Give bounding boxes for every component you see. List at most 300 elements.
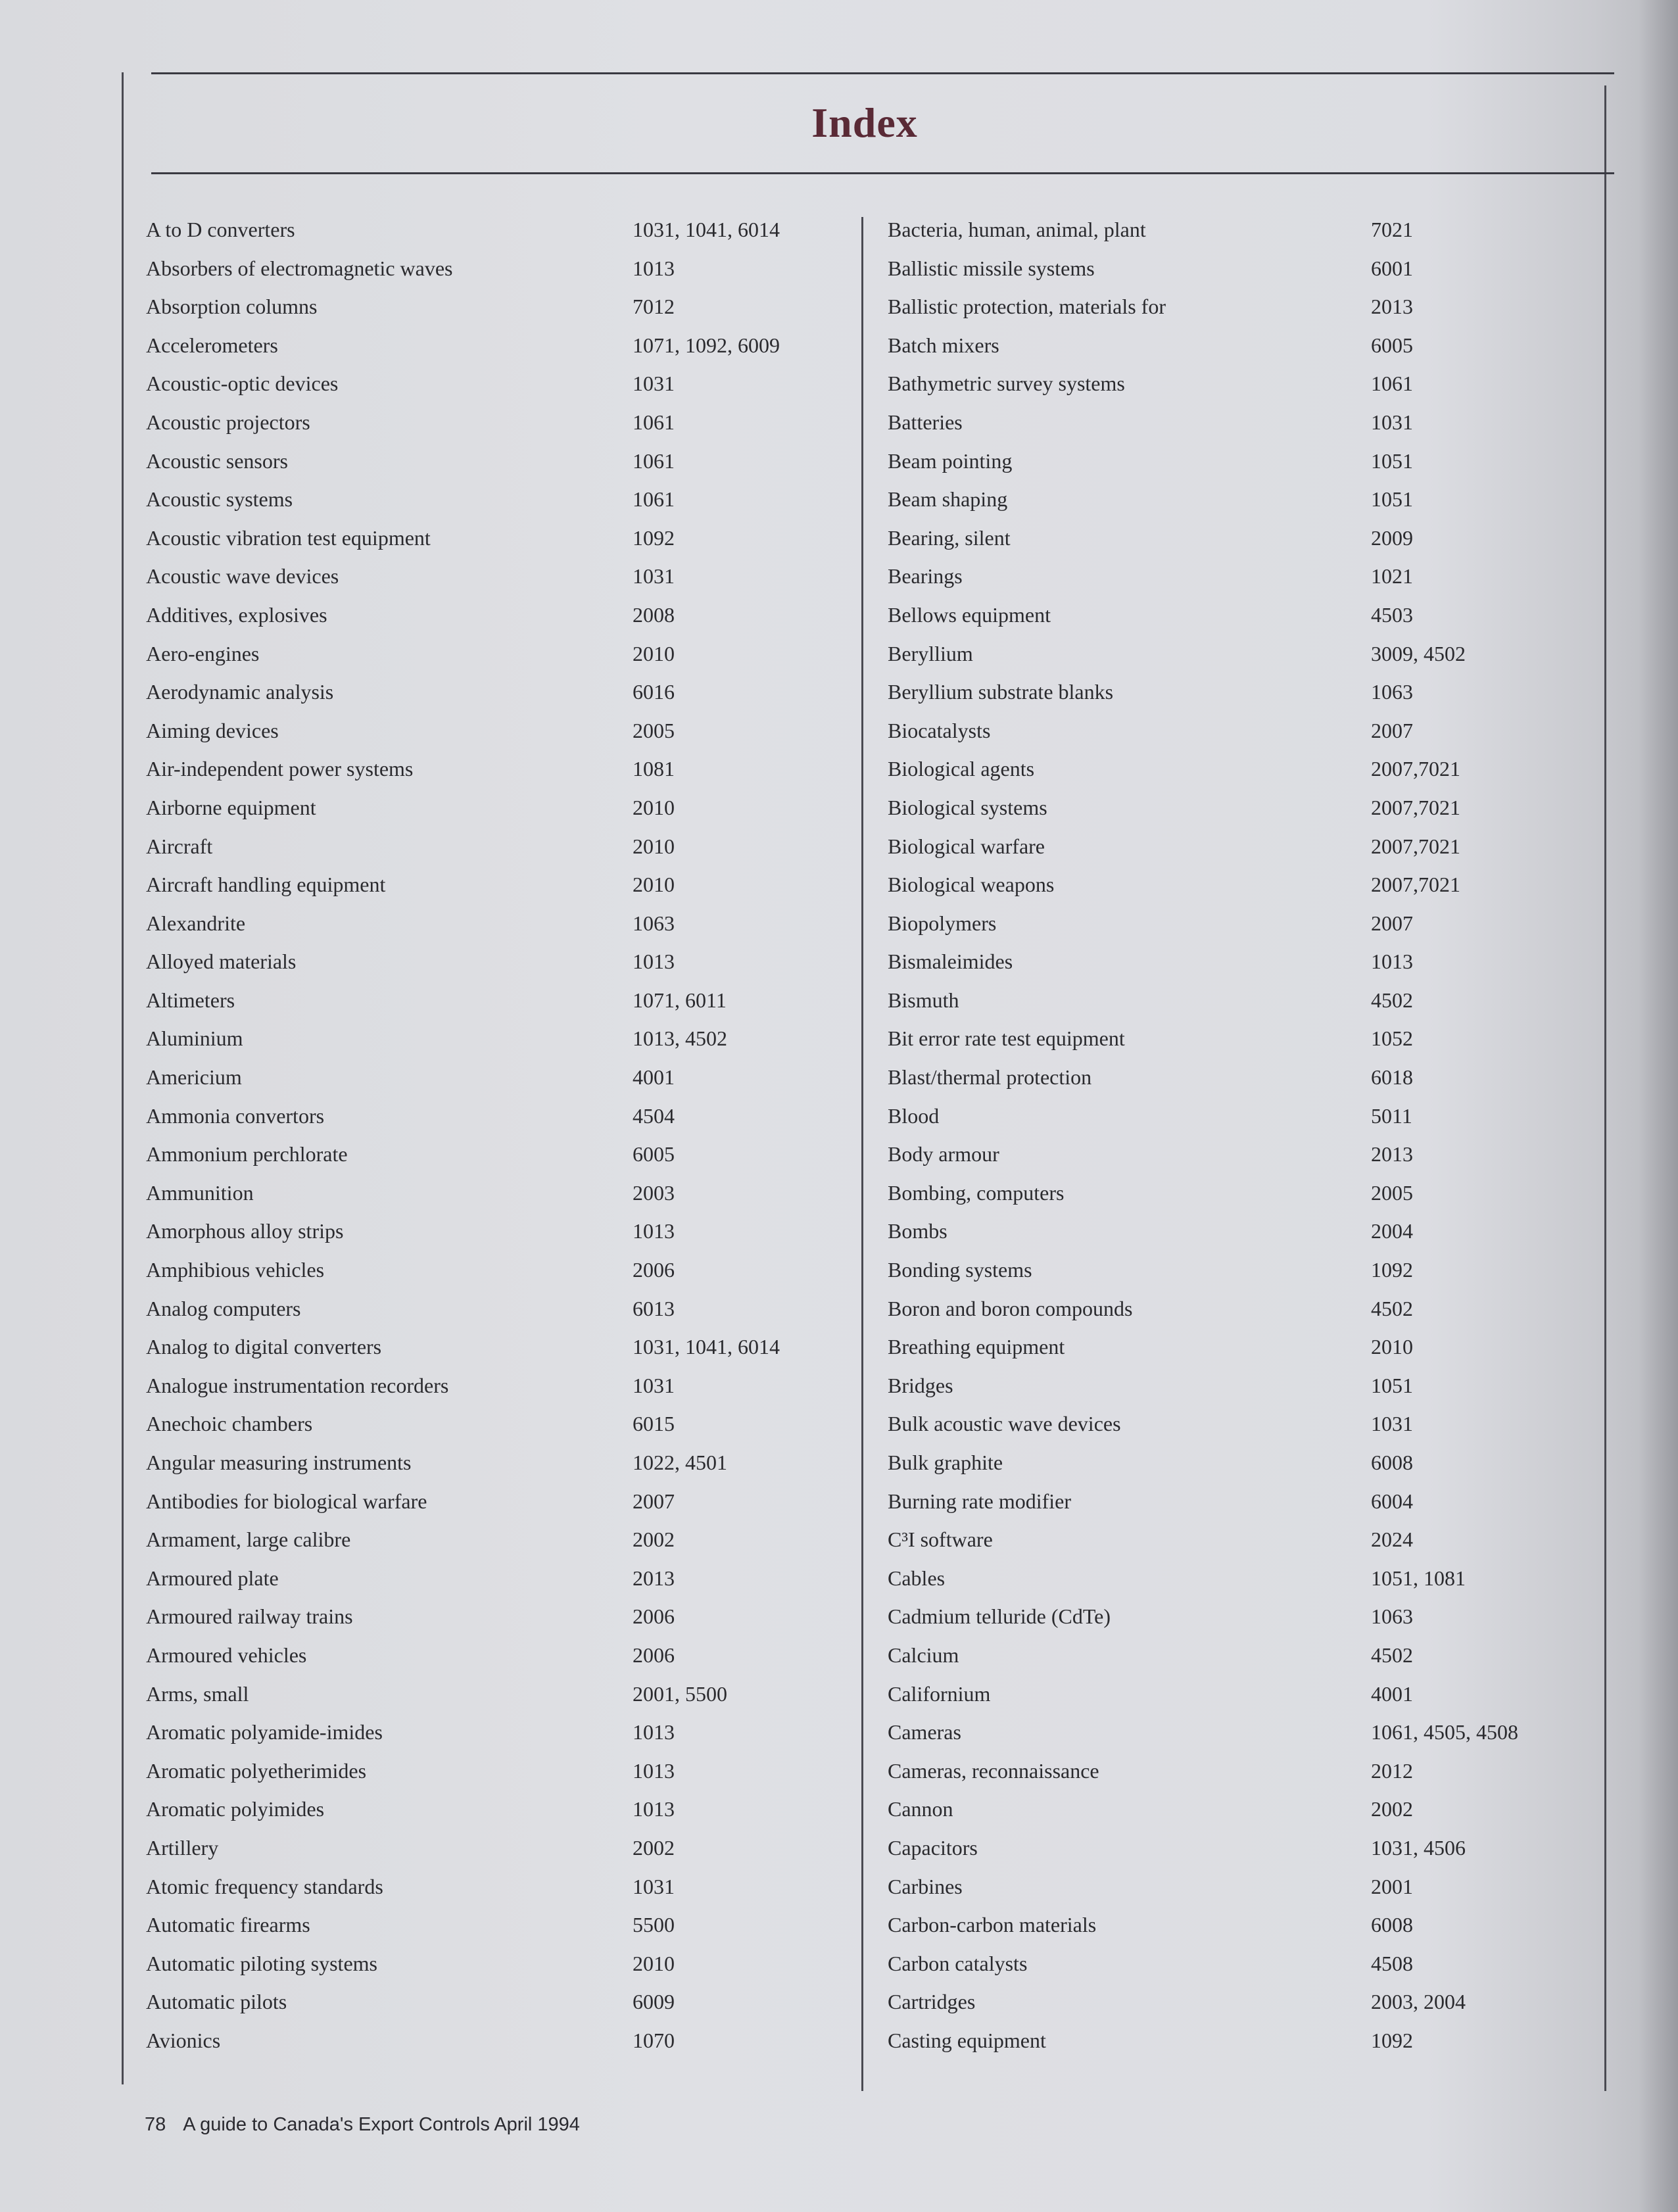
index-term: Bearing, silent [888, 525, 1011, 550]
index-reference-numbers: 1052 [1371, 1026, 1413, 1051]
index-reference-numbers: 2010 [633, 873, 675, 897]
index-entry [146, 216, 836, 254]
index-term: Californium [888, 1681, 991, 1706]
index-term: Anechoic chambers [146, 1412, 313, 1436]
index-term: Bonding systems [888, 1258, 1032, 1282]
index-entry [146, 909, 836, 948]
index-entry [888, 447, 1578, 486]
index-term: Beryllium [888, 641, 973, 665]
index-reference-numbers: 1031 [1371, 1412, 1413, 1436]
index-entry [146, 1602, 836, 1641]
index-term: Alloyed materials [146, 950, 297, 974]
index-term: Acoustic sensors [146, 448, 288, 473]
index-term: Bacteria, human, animal, plant [888, 218, 1146, 241]
index-entry [888, 1179, 1578, 1218]
page-footer [145, 2114, 580, 2136]
index-term: Blood [888, 1103, 940, 1128]
index-entry [146, 1911, 836, 1950]
index-term: Aircraft handling equipment [146, 873, 386, 897]
index-term: Casting equipment [888, 2028, 1046, 2052]
index-entry [146, 370, 836, 408]
index-reference-numbers: 2007,7021 [1371, 757, 1460, 781]
index-term: Armoured railway trains [146, 1604, 353, 1629]
index-term: Beam pointing [888, 448, 1013, 473]
index-reference-numbers: 2002 [633, 1527, 675, 1552]
index-entry [146, 755, 836, 794]
index-entry [888, 1873, 1578, 1911]
index-entry [888, 1256, 1578, 1295]
index-term: Altimeters [146, 988, 235, 1012]
index-reference-numbers: 2004 [1371, 1219, 1413, 1243]
index-term: Cartridges [888, 1990, 976, 2014]
index-entry [888, 1911, 1578, 1950]
index-reference-numbers: 1013 [633, 1720, 675, 1744]
index-entry [146, 640, 836, 679]
index-reference-numbers: 1071, 6011 [633, 988, 727, 1012]
index-entry [888, 832, 1578, 871]
index-reference-numbers: 2024 [1371, 1527, 1413, 1552]
index-term: Bismuth [888, 988, 959, 1012]
index-term: Analog to digital converters [146, 1335, 382, 1359]
index-entry [146, 1217, 836, 1256]
index-entry [888, 1487, 1578, 1526]
index-entry [146, 1449, 836, 1487]
index-term: Cables [888, 1566, 946, 1590]
index-entry [146, 871, 836, 909]
index-term: C³I software [888, 1527, 993, 1552]
index-term: Ammonia convertors [146, 1103, 325, 1128]
index-entry [146, 254, 836, 293]
index-entry [888, 408, 1578, 447]
index-term: Aero-engines [146, 641, 260, 665]
index-reference-numbers: 1071, 1092, 6009 [633, 333, 780, 357]
index-entry [888, 871, 1578, 909]
index-reference-numbers: 4502 [1371, 1296, 1413, 1320]
index-entry [888, 370, 1578, 408]
index-entry [146, 1372, 836, 1410]
index-term: Automatic piloting systems [146, 1951, 377, 1975]
index-term: Avionics [146, 2028, 221, 2052]
index-reference-numbers: 2005 [633, 718, 675, 742]
index-term: Bellows equipment [888, 602, 1051, 627]
index-entry [146, 408, 836, 447]
index-entry [146, 794, 836, 832]
index-reference-numbers: 6016 [633, 680, 675, 704]
index-term: Bridges [888, 1373, 953, 1397]
index-term: Angular measuring instruments [146, 1451, 412, 1474]
index-reference-numbers: 6001 [1371, 256, 1413, 280]
index-reference-numbers: 1092 [1371, 1258, 1413, 1282]
index-column-right [888, 216, 1578, 2065]
index-entry [146, 1795, 836, 1834]
index-entry [888, 1410, 1578, 1449]
index-term: Bombs [888, 1219, 947, 1243]
index-term: Acoustic projectors [146, 410, 310, 434]
right-margin-rule [1604, 85, 1606, 2091]
index-term: Americium [146, 1065, 242, 1090]
index-reference-numbers: 4502 [1371, 988, 1413, 1012]
index-column-left [146, 216, 836, 2065]
index-term: Aerodynamic analysis [146, 680, 334, 704]
index-entry [146, 1102, 836, 1141]
index-term: Biopolymers [888, 911, 997, 935]
index-entry [146, 1140, 836, 1179]
index-reference-numbers: 2007,7021 [1371, 873, 1460, 897]
index-entry [146, 1988, 836, 2027]
left-margin-rule [122, 72, 124, 2084]
index-term: Acoustic systems [146, 487, 293, 512]
index-term: Acoustic-optic devices [146, 372, 339, 396]
index-term: Bulk graphite [888, 1451, 1003, 1474]
index-reference-numbers: 2007,7021 [1371, 834, 1460, 858]
index-term: Carbines [888, 1874, 963, 1898]
index-entry [146, 1295, 836, 1334]
index-term: Atomic frequency standards [146, 1874, 383, 1898]
index-reference-numbers: 1061 [633, 448, 675, 473]
index-term: Analog computers [146, 1296, 301, 1320]
index-entry [888, 2027, 1578, 2065]
index-term: Ammunition [146, 1180, 254, 1205]
index-reference-numbers: 1013 [633, 950, 675, 974]
index-reference-numbers: 1013 [633, 1219, 675, 1243]
index-entry [888, 794, 1578, 832]
index-reference-numbers: 1092 [633, 525, 675, 550]
index-reference-numbers: 2010 [633, 834, 675, 858]
index-entry [146, 562, 836, 601]
index-reference-numbers: 7012 [633, 295, 675, 319]
index-reference-numbers: 1061 [633, 487, 675, 512]
index-entry [888, 1718, 1578, 1757]
index-entry [146, 447, 836, 486]
index-reference-numbers: 2007 [1371, 911, 1413, 935]
index-entry [888, 948, 1578, 986]
index-entry [888, 293, 1578, 331]
index-term: Acoustic wave devices [146, 564, 339, 589]
index-reference-numbers: 1013 [633, 1797, 675, 1821]
page-number: 78 [145, 2114, 166, 2135]
index-term: Aircraft [146, 834, 213, 858]
index-entry [888, 601, 1578, 640]
index-reference-numbers: 6018 [1371, 1065, 1413, 1090]
index-reference-numbers: 1031 [633, 1373, 675, 1397]
index-reference-numbers: 4504 [633, 1103, 675, 1128]
index-term: Body armour [888, 1142, 999, 1166]
index-term: Capacitors [888, 1835, 978, 1860]
index-reference-numbers: 1013 [1371, 950, 1413, 974]
index-reference-numbers: 2013 [1371, 1142, 1413, 1166]
index-reference-numbers: 2012 [1371, 1758, 1413, 1783]
index-reference-numbers: 1022, 4501 [633, 1451, 727, 1474]
index-term: Antibodies for biological warfare [146, 1489, 427, 1513]
index-entry [888, 1834, 1578, 1873]
index-term: Accelerometers [146, 333, 278, 357]
index-term: Armoured vehicles [146, 1643, 307, 1667]
index-term: Amorphous alloy strips [146, 1219, 344, 1243]
index-entry [146, 331, 836, 370]
index-reference-numbers: 6004 [1371, 1489, 1413, 1513]
index-entry [146, 832, 836, 871]
index-reference-numbers: 1013, 4502 [633, 1026, 727, 1051]
index-term: Alexandrite [146, 911, 246, 935]
index-entry [146, 1950, 836, 1988]
index-entry [888, 254, 1578, 293]
index-entry [888, 1063, 1578, 1102]
index-term: Biological systems [888, 795, 1047, 819]
index-term: A to D converters [146, 218, 295, 241]
index-term: Aiming devices [146, 718, 279, 742]
index-reference-numbers: 2001 [1371, 1874, 1413, 1898]
index-reference-numbers: 6008 [1371, 1913, 1413, 1937]
index-term: Airborne equipment [146, 795, 316, 819]
index-reference-numbers: 1051 [1371, 487, 1413, 512]
index-reference-numbers: 4001 [1371, 1681, 1413, 1706]
index-term: Bathymetric survey systems [888, 372, 1125, 396]
index-reference-numbers: 2010 [633, 795, 675, 819]
index-reference-numbers: 2010 [1371, 1335, 1413, 1359]
index-reference-numbers: 1013 [633, 1758, 675, 1783]
index-entry [888, 1102, 1578, 1141]
index-reference-numbers: 2006 [633, 1643, 675, 1667]
index-term: Carbon-carbon materials [888, 1913, 1097, 1937]
index-entry [146, 948, 836, 986]
index-entry [146, 1718, 836, 1757]
index-reference-numbers: 1063 [633, 911, 675, 935]
index-reference-numbers: 2002 [1371, 1797, 1413, 1821]
index-term: Batch mixers [888, 333, 999, 357]
index-entry [888, 1526, 1578, 1564]
index-entry [888, 485, 1578, 524]
index-reference-numbers: 2007 [633, 1489, 675, 1513]
index-term: Cadmium telluride (CdTe) [888, 1604, 1111, 1629]
index-reference-numbers: 2009 [1371, 525, 1413, 550]
index-entry [146, 1757, 836, 1796]
index-reference-numbers: 1031 [1371, 410, 1413, 434]
index-term: Bismaleimides [888, 950, 1013, 974]
index-reference-numbers: 1031, 1041, 6014 [633, 218, 780, 241]
index-reference-numbers: 2007,7021 [1371, 795, 1460, 819]
index-reference-numbers: 2006 [633, 1604, 675, 1629]
index-entry [888, 1449, 1578, 1487]
index-entry [888, 562, 1578, 601]
index-reference-numbers: 2013 [1371, 295, 1413, 319]
index-reference-numbers: 2010 [633, 1951, 675, 1975]
index-reference-numbers: 2010 [633, 641, 675, 665]
index-reference-numbers: 2001, 5500 [633, 1681, 727, 1706]
title-bottom-rule [151, 172, 1614, 174]
index-reference-numbers: 1061, 4505, 4508 [1371, 1720, 1518, 1744]
index-term: Carbon catalysts [888, 1951, 1028, 1975]
index-reference-numbers: 5011 [1371, 1103, 1412, 1128]
index-entry [146, 1487, 836, 1526]
index-entry [146, 601, 836, 640]
index-reference-numbers: 1081 [633, 757, 675, 781]
index-entry [888, 1372, 1578, 1410]
index-reference-numbers: 1031, 1041, 6014 [633, 1335, 780, 1359]
index-reference-numbers: 1070 [633, 2028, 675, 2052]
index-term: Cameras [888, 1720, 961, 1744]
index-term: Bulk acoustic wave devices [888, 1412, 1121, 1436]
index-term: Armament, large calibre [146, 1527, 351, 1552]
index-reference-numbers: 6008 [1371, 1451, 1413, 1474]
index-entry [146, 1564, 836, 1603]
index-reference-numbers: 1061 [633, 410, 675, 434]
index-reference-numbers: 1051, 1081 [1371, 1566, 1466, 1590]
index-entry [888, 524, 1578, 563]
title-top-rule [151, 72, 1614, 74]
index-term: Armoured plate [146, 1566, 279, 1590]
index-reference-numbers: 6013 [633, 1296, 675, 1320]
index-term: Biocatalysts [888, 718, 991, 742]
index-reference-numbers: 4508 [1371, 1951, 1413, 1975]
index-entry [888, 717, 1578, 756]
index-entry [146, 1333, 836, 1372]
index-term: Air-independent power systems [146, 757, 414, 781]
index-entry [888, 216, 1578, 254]
index-entry [146, 1410, 836, 1449]
index-entry [888, 1680, 1578, 1719]
index-term: Additives, explosives [146, 602, 327, 627]
index-reference-numbers: 1063 [1371, 680, 1413, 704]
index-entry [146, 1680, 836, 1719]
index-reference-numbers: 2005 [1371, 1180, 1413, 1205]
index-term: Ammonium perchlorate [146, 1142, 348, 1166]
index-entry [888, 1217, 1578, 1256]
index-term: Ballistic protection, materials for [888, 295, 1166, 319]
index-term: Biological agents [888, 757, 1035, 781]
index-entry [888, 1295, 1578, 1334]
index-term: Absorbers of electromagnetic waves [146, 256, 453, 280]
index-term: Bit error rate test equipment [888, 1026, 1125, 1051]
index-reference-numbers: 1031, 4506 [1371, 1835, 1466, 1860]
index-term: Biological warfare [888, 834, 1045, 858]
index-entry [888, 1988, 1578, 2027]
index-reference-numbers: 1092 [1371, 2028, 1413, 2052]
index-entry [888, 640, 1578, 679]
index-term: Acoustic vibration test equipment [146, 525, 431, 550]
publication-line: A guide to Canada's Export Controls April 1994 [183, 2114, 580, 2135]
index-reference-numbers: 2003 [633, 1180, 675, 1205]
index-reference-numbers: 2006 [633, 1258, 675, 1282]
index-term: Cannon [888, 1797, 953, 1821]
index-entry [146, 986, 836, 1025]
index-entry [888, 755, 1578, 794]
index-reference-numbers: 6005 [633, 1142, 675, 1166]
index-reference-numbers: 5500 [633, 1913, 675, 1937]
index-term: Biological weapons [888, 873, 1055, 897]
index-entry [888, 1564, 1578, 1603]
index-reference-numbers: 2008 [633, 602, 675, 627]
index-term: Analogue instrumentation recorders [146, 1373, 449, 1397]
index-entry [146, 485, 836, 524]
index-term: Aromatic polyetherimides [146, 1758, 367, 1783]
index-entry [146, 1024, 836, 1063]
index-reference-numbers: 1061 [1371, 372, 1413, 396]
index-entry [146, 1641, 836, 1680]
index-term: Automatic pilots [146, 1990, 287, 2014]
index-term: Arms, small [146, 1681, 249, 1706]
index-entry [146, 1063, 836, 1102]
index-term: Breathing equipment [888, 1335, 1065, 1359]
index-entry [888, 678, 1578, 717]
index-entry [888, 1024, 1578, 1063]
index-term: Aromatic polyimides [146, 1797, 325, 1821]
index-reference-numbers: 1031 [633, 372, 675, 396]
index-term: Batteries [888, 410, 963, 434]
index-entry [888, 909, 1578, 948]
index-reference-numbers: 4503 [1371, 602, 1413, 627]
index-entry [888, 331, 1578, 370]
index-entry [146, 293, 836, 331]
index-reference-numbers: 1051 [1371, 1373, 1413, 1397]
index-reference-numbers: 1063 [1371, 1604, 1413, 1629]
index-term: Bearings [888, 564, 963, 589]
column-divider-rule [861, 217, 863, 2091]
index-entry [146, 678, 836, 717]
index-reference-numbers: 1051 [1371, 448, 1413, 473]
index-term: Aluminium [146, 1026, 243, 1051]
index-term: Absorption columns [146, 295, 318, 319]
index-reference-numbers: 2013 [633, 1566, 675, 1590]
index-entry [888, 986, 1578, 1025]
index-entry [888, 1795, 1578, 1834]
index-term: Beryllium substrate blanks [888, 680, 1114, 704]
index-entry [888, 1602, 1578, 1641]
index-entry [146, 524, 836, 563]
index-term: Cameras, reconnaissance [888, 1758, 1099, 1783]
index-reference-numbers: 3009, 4502 [1371, 641, 1466, 665]
index-entry [146, 1256, 836, 1295]
index-entry [146, 1179, 836, 1218]
index-term: Ballistic missile systems [888, 256, 1095, 280]
index-reference-numbers: 6009 [633, 1990, 675, 2014]
index-term: Automatic firearms [146, 1913, 310, 1937]
index-entry [888, 1757, 1578, 1796]
index-term: Boron and boron compounds [888, 1296, 1133, 1320]
index-entry [146, 1873, 836, 1911]
index-reference-numbers: 2002 [633, 1835, 675, 1860]
index-reference-numbers: 1031 [633, 1874, 675, 1898]
index-reference-numbers: 4001 [633, 1065, 675, 1090]
index-entry [146, 2027, 836, 2065]
index-term: Blast/thermal protection [888, 1065, 1092, 1090]
index-reference-numbers: 4502 [1371, 1643, 1413, 1667]
index-term: Beam shaping [888, 487, 1008, 512]
index-reference-numbers: 1021 [1371, 564, 1413, 589]
index-term: Bombing, computers [888, 1180, 1065, 1205]
index-term: Burning rate modifier [888, 1489, 1072, 1513]
index-reference-numbers: 2003, 2004 [1371, 1990, 1466, 2014]
index-entry [888, 1641, 1578, 1680]
index-term: Aromatic polyamide-imides [146, 1720, 383, 1744]
index-reference-numbers: 1013 [633, 256, 675, 280]
index-entry [888, 1140, 1578, 1179]
index-entry [146, 1834, 836, 1873]
index-term: Amphibious vehicles [146, 1258, 325, 1282]
index-entry [888, 1333, 1578, 1372]
index-reference-numbers: 7021 [1371, 218, 1413, 241]
index-entry [146, 1526, 836, 1564]
index-term: Artillery [146, 1835, 219, 1860]
index-reference-numbers: 6005 [1371, 333, 1413, 357]
index-entry [888, 1950, 1578, 1988]
index-entry [146, 717, 836, 756]
index-reference-numbers: 2007 [1371, 718, 1413, 742]
index-term: Calcium [888, 1643, 959, 1667]
index-reference-numbers: 1031 [633, 564, 675, 589]
page-title: Index [811, 99, 918, 146]
index-reference-numbers: 6015 [633, 1412, 675, 1436]
page-edge-shadow [1639, 0, 1678, 2212]
